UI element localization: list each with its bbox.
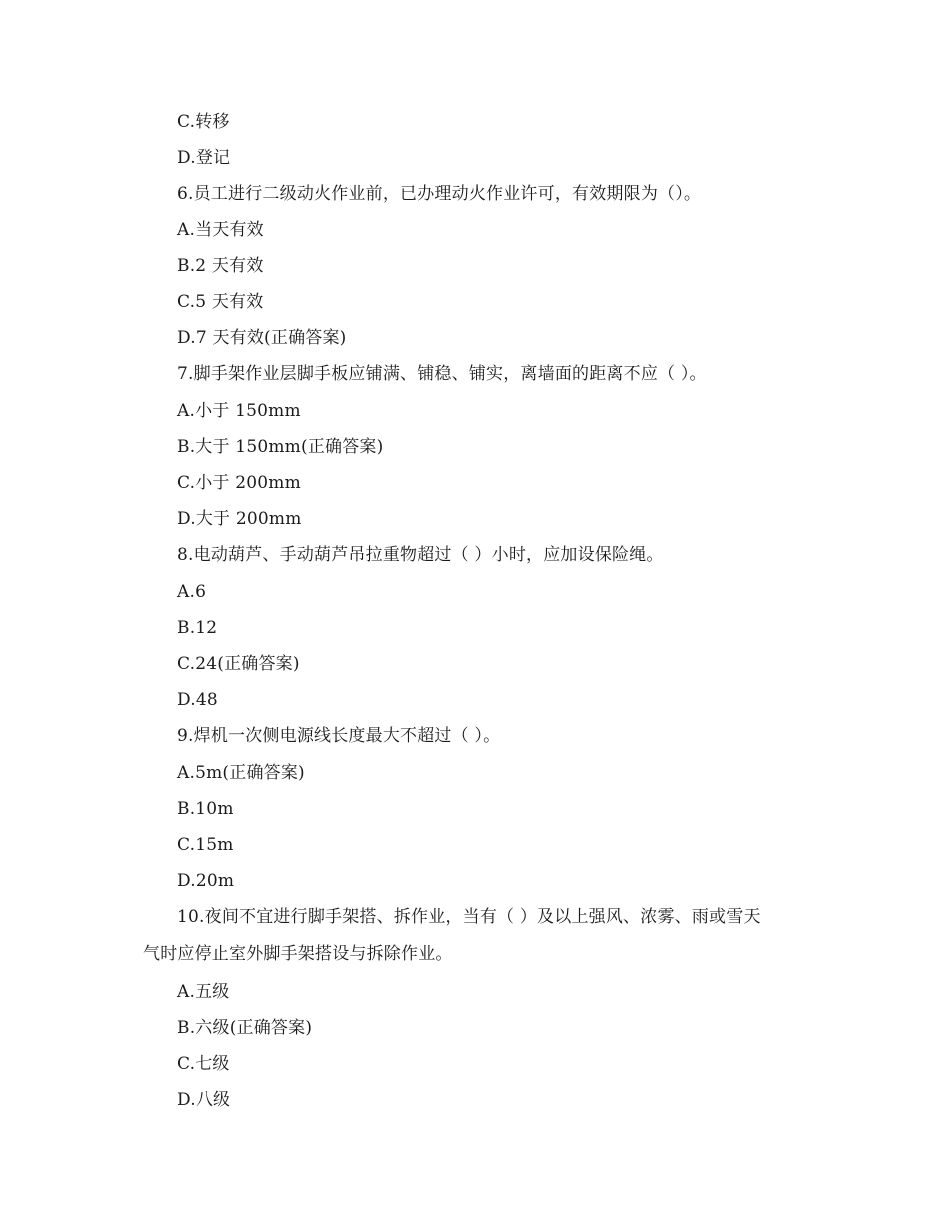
question-9: 9.焊机一次侧电源线长度最大不超过（ ）。 [177, 726, 501, 746]
option-d-q9: D.20m [177, 871, 235, 891]
option-c-q7: C.小于 200mm [177, 473, 301, 493]
option-d-q6: D.7 天有效(正确答案) [177, 328, 347, 348]
option-d-q7: D.大于 200mm [177, 509, 302, 529]
option-a-q7: A.小于 150mm [177, 401, 301, 421]
option-a-q9: A.5m(正确答案) [177, 763, 305, 783]
option-a-q8: A.6 [177, 582, 207, 602]
option-b-q6: B.2 天有效 [177, 256, 264, 276]
question-10: 10.夜间不宜进行脚手架搭、拆作业，当有（ ）及以上强风、浓雾、雨或雪天 [177, 907, 761, 927]
option-d-q10: D.八级 [177, 1090, 231, 1110]
question-10-continued: 气时应停止室外脚手架搭设与拆除作业。 [143, 944, 453, 964]
option-c-q9: C.15m [177, 835, 234, 855]
option-c-q10: C.七级 [177, 1054, 230, 1074]
option-c-q8: C.24(正确答案) [177, 654, 300, 674]
option-b-q8: B.12 [177, 618, 218, 638]
option-a-q10: A.五级 [177, 982, 230, 1002]
option-b-q7: B.大于 150mm(正确答案) [177, 437, 384, 457]
option-d-q8: D.48 [177, 690, 218, 710]
question-8: 8.电动葫芦、手动葫芦吊拉重物超过（ ）小时，应加设保险绳。 [177, 545, 664, 565]
question-7: 7.脚手架作业层脚手板应铺满、铺稳、铺实，离墙面的距离不应（ ）。 [177, 364, 707, 384]
option-c-q6: C.5 天有效 [177, 292, 264, 312]
option-d-q5: D.登记 [177, 148, 231, 168]
option-b-q9: B.10m [177, 799, 234, 819]
option-a-q6: A.当天有效 [177, 220, 264, 240]
option-b-q10: B.六级(正确答案) [177, 1018, 313, 1038]
question-6: 6.员工进行二级动火作业前，已办理动火作业许可，有效期限为（）。 [177, 184, 702, 204]
option-c-q5: C.转移 [177, 112, 230, 132]
